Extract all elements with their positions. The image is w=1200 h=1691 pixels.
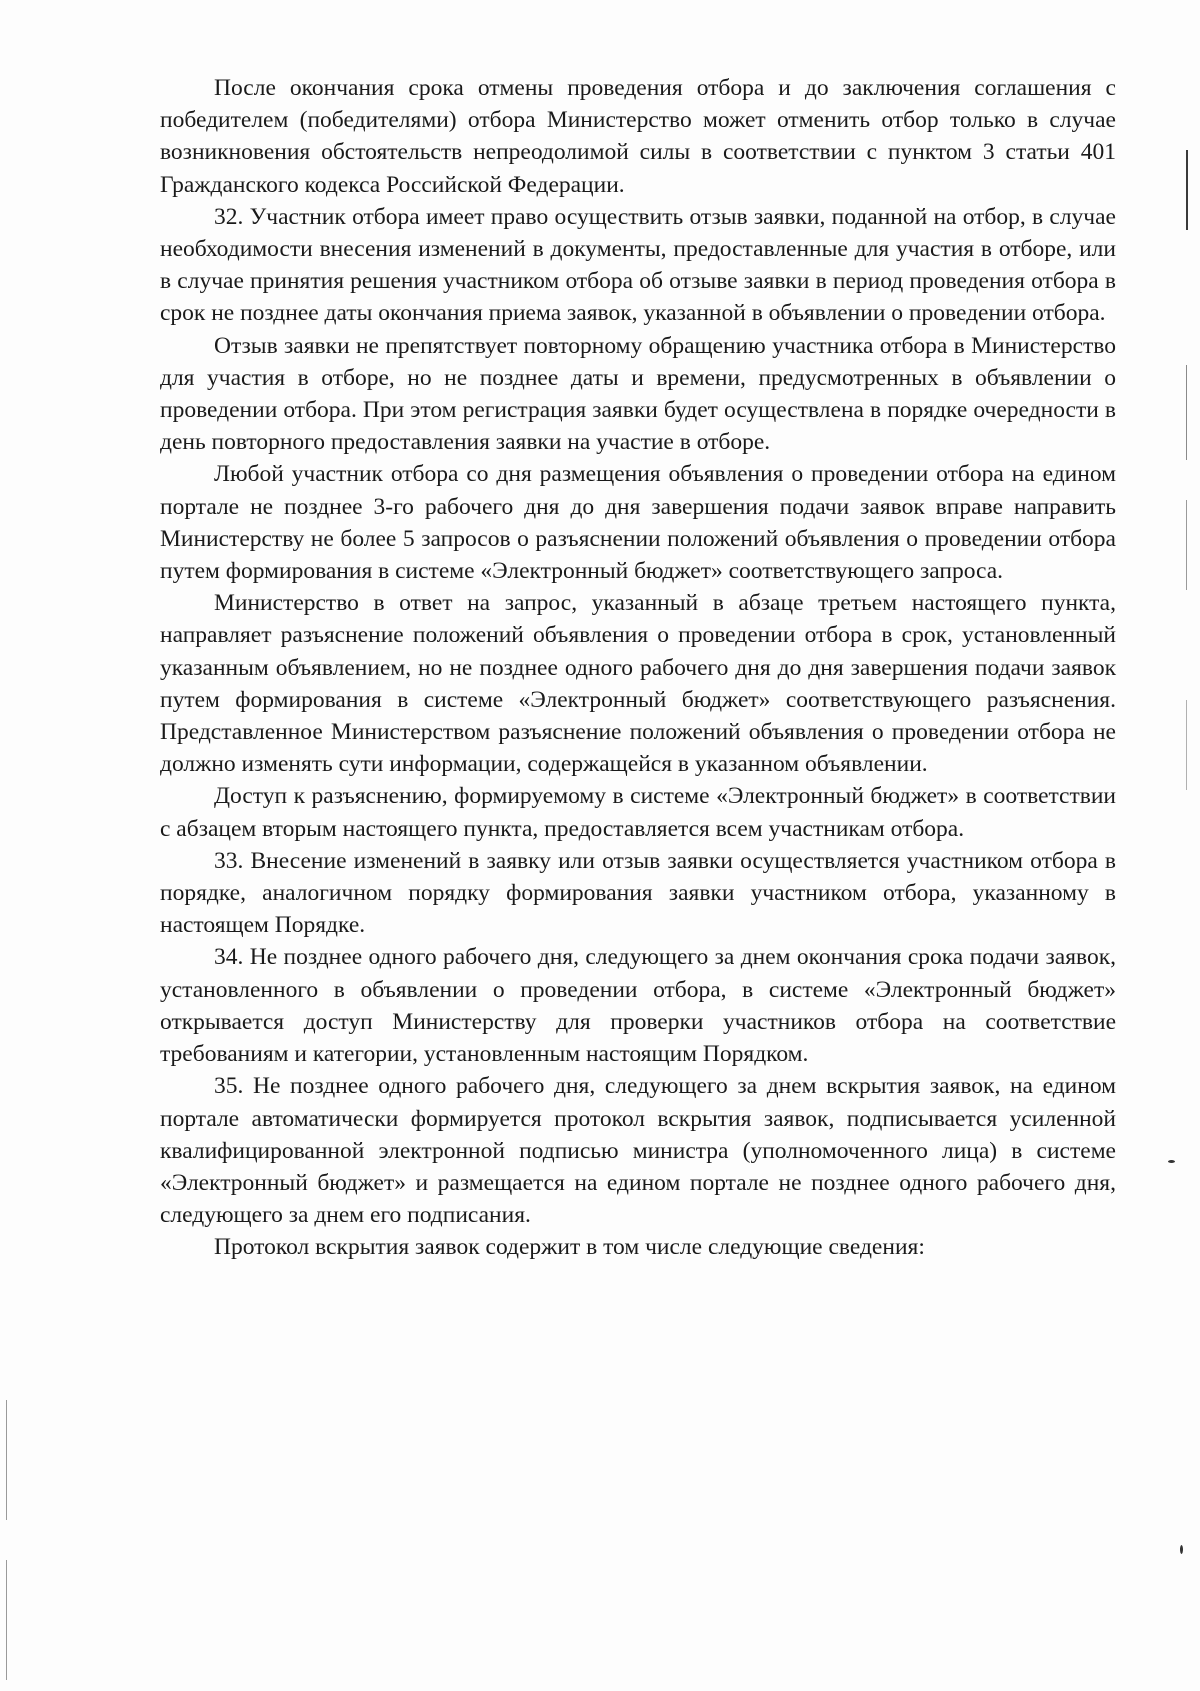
paragraph-ministry-response: Министерство в ответ на запрос, указанный в абзаце третьем настоящего пункта, направляет разъяснение положений объявления о проведении отбора в срок, установленный указанным объявлением, но не позднее одного рабочего дня до дня завершения подачи заявок путем формирования в системе «Электронный бюджет» соответствующего разъяснения. Представленное Министерством разъяснение положений объявления о проведении отбора не должно изменять сути информации, содержащейся в указанном объявлении. [160,590,1116,778]
paragraph-clause-34: 34. Не позднее одного рабочего дня, следующего за днем окончания срока подачи заявок, установленного в объявлении о проведении отбора, в системе «Электронный бюджет» открывается доступ Министерству для проверки участников отбора на соответствие требованиям и категории, установленным настоящим Порядком. [160,944,1116,1068]
scan-edge-mark [1186,365,1187,460]
document-body [160,72,1116,1264]
paragraph-clarification-requests: Любой участник отбора со дня размещения объявления о проведении отбора на едином портале не позднее 3-го рабочего дня до дня завершения подачи заявок вправе направить Министерству не более 5 запросов о разъяснении положений объявления о проведении отбора путем формирования в системе «Электронный бюджет» соответствующего запроса. [160,461,1116,585]
paragraph-clarification-access: Доступ к разъяснению, формируемому в системе «Электронный бюджет» в соответствии с абзацем вторым настоящего пункта, предоставляется всем участникам отбора. [160,783,1116,842]
scan-speck [1168,1160,1175,1163]
paragraph-withdrawal-reapplication: Отзыв заявки не препятствует повторному обращению участника отбора в Министерство для участия в отборе, но не позднее даты и времени, предусмотренных в объявлении о проведении отбора. При этом регистрация заявки будет осуществлена в порядке очередности в день повторного предоставления заявки на участие в отборе. [160,332,1116,456]
scan-edge-mark [6,1560,7,1680]
paragraph-clause-32: 32. Участник отбора имеет право осуществить отзыв заявки, поданной на отбор, в случае необходимости внесения изменений в документы, предоставленные для участия в отборе, или в случае принятия решения участником отбора об отзыве заявки в период проведения отбора в срок не позднее даты окончания приема заявок, указанной в объявлении о проведении отбора. [160,203,1116,327]
scan-edge-mark [1186,500,1187,590]
scan-speck [1180,1545,1183,1554]
paragraph-cancellation-force-majeure: После окончания срока отмены проведения отбора и до заключения соглашения с победителем (победителями) отбора Министерство может отменить отбор только в случае возникновения обстоятельств непреодолимой силы в соответствии с пунктом 3 статьи 401 Гражданского кодекса Российской Федерации. [160,75,1116,198]
scan-edge-mark [1186,700,1187,790]
paragraph-protocol-contents: Протокол вскрытия заявок содержит в том числе следующие сведения: [214,1234,925,1261]
scan-edge-mark [1186,150,1188,230]
paragraph-clause-33: 33. Внесение изменений в заявку или отзыв заявки осуществляется участником отбора в порядке, аналогичном порядку формирования заявки участником отбора, указанному в настоящем Порядке. [160,847,1116,939]
scan-edge-mark [6,1400,7,1520]
paragraph-clause-35: 35. Не позднее одного рабочего дня, следующего за днем вскрытия заявок, на едином портале автоматически формируется протокол вскрытия заявок, подписывается усиленной квалифицированной электронной подписью министра (уполномоченного лица) в системе «Электронный бюджет» и размещается на едином портале не позднее одного рабочего дня, следующего за днем его подписания. [160,1073,1116,1229]
